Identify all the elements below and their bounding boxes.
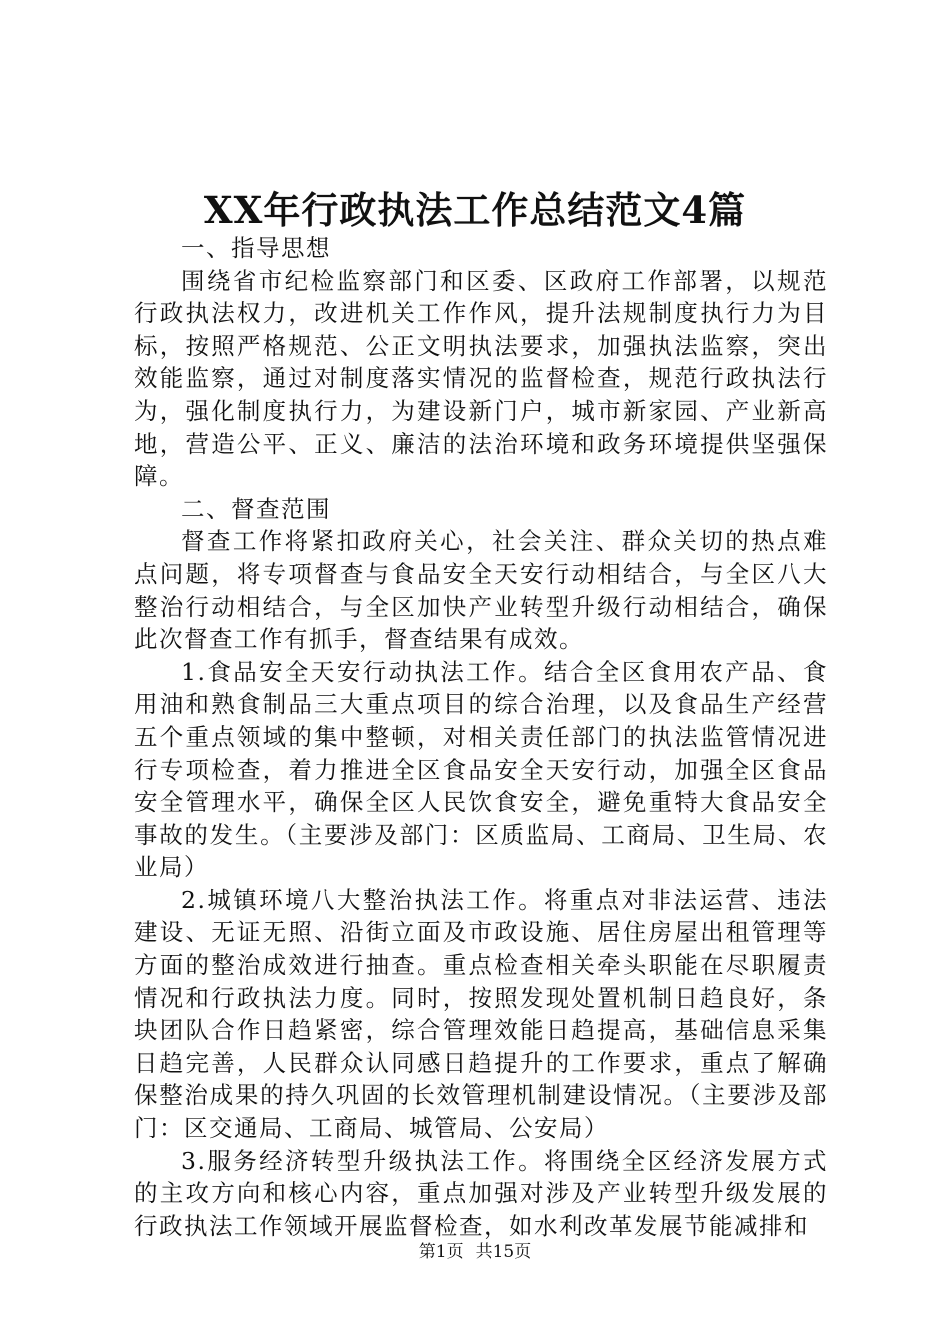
list-item-food-safety: 1.食品安全天安行动执法工作。结合全区食用农产品、食用油和熟食制品三大重点项目的综合治理，以及食品生产经营五个重点领域的集中整顿，对相关责任部门的执法监管情况进行专项检查，着力推进全区食品安全天安行动，加强全区食品安全管理水平，确保全区人民饮食安全，避免重特大食品安全事故的发生。（主要涉及部门：区质监局、工商局、卫生局、农业局）	[134, 657, 828, 882]
page-number: 第1页	[418, 1242, 464, 1262]
paragraph: 围绕省市纪检监察部门和区委、区政府工作部署，以规范行政执法权力，改进机关工作作风，提升法规制度执行力为目标，按照严格规范、公正文明执法要求，加强执法监察，突出效能监察，通过对制度落实情况的监督检查，规范行政执法行为，强化制度执行力，为建设新门户，城市新家园、产业新高地，营造公平、正义、廉洁的法治环境和政务环境提供坚强保障。	[134, 266, 828, 491]
document-title: XX年行政执法工作总结范文4篇	[203, 188, 747, 232]
page-footer	[0, 1240, 950, 1264]
heading-inspection-scope: 二、督查范围	[181, 494, 331, 523]
heading-guiding-thought: 一、指导思想	[181, 234, 331, 262]
list-item-economic-transformation: 3.服务经济转型升级执法工作。将围绕全区经济发展方式的主攻方向和核心内容，重点加强对涉及产业转型升级发展的行政执法工作领域开展监督检查，如水利改革发展节能减排和	[134, 1146, 828, 1240]
paragraph: 督查工作将紧扣政府关心，社会关注、群众关切的热点难点问题，将专项督查与食品安全天安行动相结合，与全区八大整治行动相结合，与全区加快产业转型升级行动相结合，确保此次督查工作有抓手，督查结果有成效。	[134, 527, 828, 654]
page-total: 共15页	[475, 1242, 532, 1262]
list-item-town-environment: 2.城镇环境八大整治执法工作。将重点对非法运营、违法建设、无证无照、沿街立面及市政设施、居住房屋出租管理等方面的整治成效进行抽查。重点检查相关牵头职能在尽职履责情况和行政执法力度。同时，按照发现处置机制日趋良好，条块团队合作日趋紧密，综合管理效能日趋提高，基础信息采集日趋完善，人民群众认同感日趋提升的工作要求，重点了解确保整治成果的持久巩固的长效管理机制建设情况。（主要涉及部门：区交通局、工商局、城管局、公安局）	[134, 885, 828, 1143]
document-body	[134, 232, 828, 1242]
